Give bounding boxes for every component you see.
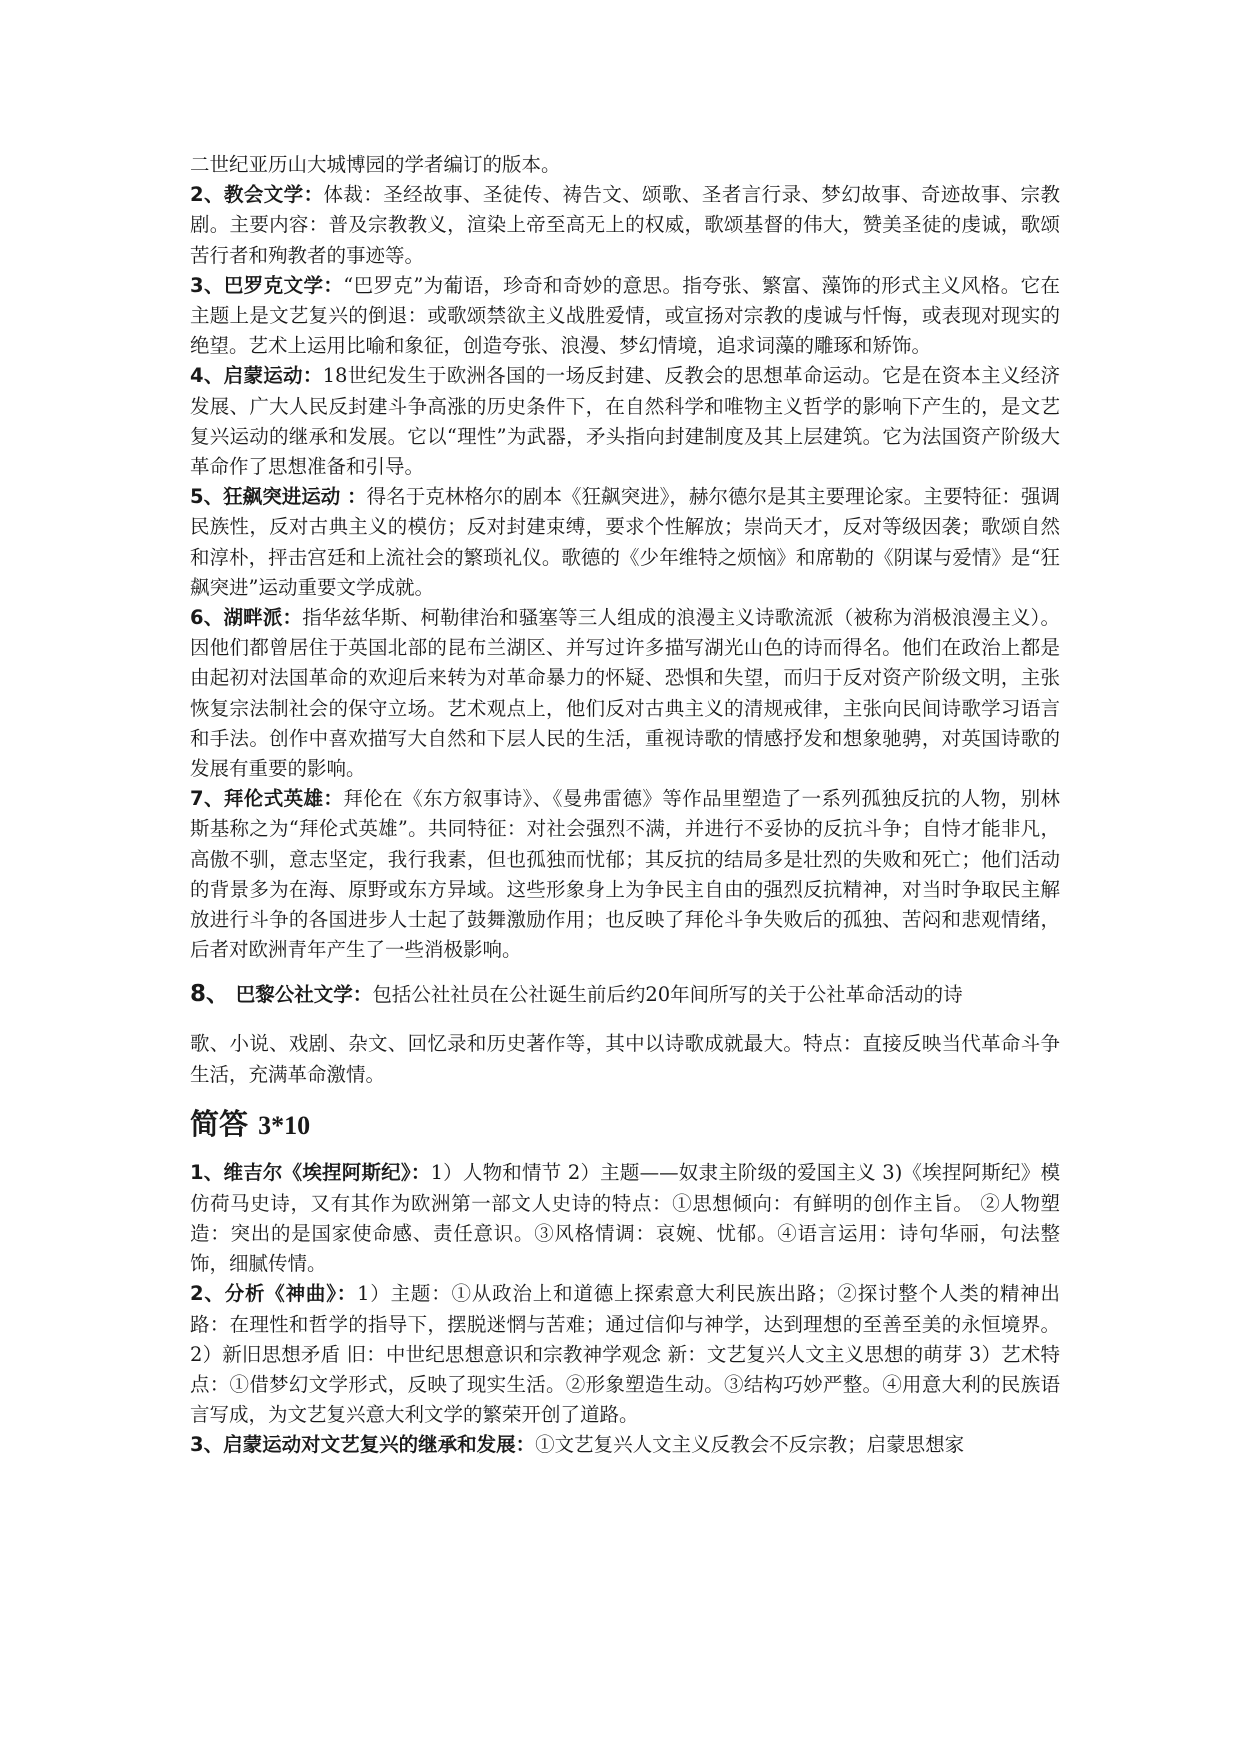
term-number: 4、 bbox=[190, 364, 224, 388]
term-item bbox=[190, 784, 1060, 965]
term-number: 6、 bbox=[190, 606, 224, 630]
answer-title: 分析《神曲》： bbox=[224, 1282, 358, 1306]
answer-number: 3、 bbox=[190, 1433, 224, 1457]
term-body-first-line: 包括公社社员在公社诞生前后约20年间所写的关于公社革命活动的诗 bbox=[372, 983, 963, 1007]
term-body: “巴罗克”为葡语，珍奇和奇妙的意思。指夸张、繁富、藻饰的形式主义风格。它在主题上是文艺复兴的倒退：或歌颂禁欲主义战胜爱情，或宣扬对宗教的虔诚与忏悔，或表现对现实的绝望。艺术上运用比喻和象征，创造夸张、浪漫、梦幻情境，追求词藻的雕琢和矫饰。 bbox=[190, 273, 1060, 358]
term-body: 得名于克林格尔的剧本《狂飙突进》，赫尔德尔是其主要理论家。主要特征：强调民族性，反对古典主义的模仿；反对封建束缚，要求个性解放；崇尚天才，反对等级因袭；歌颂自然和淳朴，抨击宫廷和上流社会的繁琐礼仪。歌德的《少年维特之烦恼》和席勒的《阴谋与爱情》是“狂飙突进”运动重要文学成就。 bbox=[190, 485, 1060, 599]
term-body: 体裁：圣经故事、圣徒传、祷告文、颂歌、圣者言行录、梦幻故事、奇迹故事、宗教剧。主要内容：普及宗教教义，渲染上帝至高无上的权威，歌颂基督的伟大，赞美圣徒的虔诚，歌颂苦行者和殉教者的事迹等。 bbox=[190, 183, 1060, 267]
term-number: 5、 bbox=[190, 485, 224, 509]
term-number: 7、 bbox=[190, 787, 224, 811]
answer-title: 启蒙运动对文艺复兴的继承和发展： bbox=[223, 1433, 536, 1457]
answer-body: 1）主题：①从政治上和道德上探索意大利民族出路；②探讨整个人类的精神出路：在理性和哲学的指导下，摆脱迷惘与苦难；通过信仰与神学，达到理想的至善至美的永恒境界。2）新旧思想矛盾 旧：中世纪思想意识和宗教神学观念 新：文艺复兴人文主义思想的萌芽 3）艺术特点：①借梦幻文学形式，反映了现实生活。②形象塑造生动。③结构巧妙严整。④用意大利的民族语言写成，为文艺复兴意大利文学的繁荣开创了道路。 bbox=[190, 1282, 1060, 1427]
continuation-text: 二世纪亚历山大城博园的学者编订的版本。 bbox=[190, 153, 561, 176]
term-title: 教会文学： bbox=[223, 183, 324, 207]
term-number: 8、 bbox=[190, 981, 230, 1008]
term-number: 2、 bbox=[190, 183, 224, 207]
term-item bbox=[190, 361, 1060, 482]
answer-number: 2、 bbox=[190, 1282, 225, 1306]
term-body: 18世纪发生于欧洲各国的一场反封建、反教会的思想革命运动。它是在资本主义经济发展、广大人民反封建斗争高涨的历史条件下，在自然科学和唯物主义哲学的影响下产生的，是文艺复兴运动的继承和发展。它以“理性”为武器，矛头指向封建制度及其上层建筑。它为法国资产阶级大革命作了思想准备和引导。 bbox=[190, 364, 1060, 479]
answer-body: ①文艺复兴人文主义反教会不反宗教；启蒙思想家 bbox=[535, 1433, 965, 1457]
section-heading bbox=[190, 1106, 1060, 1144]
section-score: 3*10 bbox=[258, 1111, 311, 1141]
answer-item bbox=[190, 1430, 1060, 1460]
term-item bbox=[190, 180, 1060, 271]
term-title: 启蒙运动： bbox=[223, 364, 323, 388]
document-page bbox=[190, 150, 1060, 1461]
answer-item bbox=[190, 1158, 1060, 1279]
section-title: 简答 bbox=[190, 1107, 249, 1142]
term-body-rest: 歌、小说、戏剧、杂文、回忆录和历史著作等，其中以诗歌成就最大。特点：直接反映当代革命斗争生活，充满革命激情。 bbox=[190, 1032, 1060, 1087]
answer-title: 维吉尔《埃捏阿斯纪》： bbox=[223, 1161, 431, 1185]
term-item bbox=[190, 603, 1060, 784]
term-body: 拜伦在《东方叙事诗》、《曼弗雷德》等作品里塑造了一系列孤独反抗的人物，别林斯基称之为“拜伦式英雄”。共同特征：对社会强烈不满，并进行不妥协的反抗斗争；自恃才能非凡，高傲不驯，意志坚定，我行我素，但也孤独而忧郁；其反抗的结局多是壮烈的失败和死亡；他们活动的背景多为在海、原野或东方异域。这些形象身上为争民主自由的强烈反抗精神，对当时争取民主解放进行斗争的各国进步人士起了鼓舞激励作用；也反映了拜伦斗争失败后的孤独、苦闷和悲观情绪，后者对欧洲青年产生了一些消极影响。 bbox=[190, 787, 1060, 962]
term-item bbox=[190, 271, 1060, 362]
term-title: 狂飙突进运动 ： bbox=[223, 485, 367, 509]
term-item bbox=[190, 482, 1060, 603]
answer-number: 1、 bbox=[190, 1161, 224, 1185]
term-first-line bbox=[190, 979, 1060, 1010]
answer-item bbox=[190, 1279, 1060, 1430]
term-title: 拜伦式英雄： bbox=[223, 787, 344, 811]
term-title: 巴罗克文学： bbox=[223, 273, 344, 297]
answer-body: 1）人物和情节 2）主题——奴隶主阶级的爱国主义 3)《埃捏阿斯纪》模仿荷马史诗，又有其作为欧洲第一部文人史诗的特点：①思想倾向：有鲜明的创作主旨。 ②人物塑造：突出的是国家使命感、责任意识。③风格情调：哀婉、忧郁。④语言运用：诗句华丽，句法整饰，细腻传情。 bbox=[190, 1161, 1060, 1276]
term-number: 3、 bbox=[190, 273, 224, 297]
term-title: 湖畔派： bbox=[223, 606, 303, 630]
term-body: 指华兹华斯、柯勒律治和骚塞等三人组成的浪漫主义诗歌流派（被称为消极浪漫主义）。因他们都曾居住于英国北部的昆布兰湖区、并写过许多描写湖光山色的诗而得名。他们在政治上都是由起初对法国革命的欢迎后来转为对革命暴力的怀疑、恐惧和失望，而归于反对资产阶级文明，主张恢复宗法制社会的保守立场。艺术观点上，他们反对古典主义的清规戒律，主张向民间诗歌学习语言和手法。创作中喜欢描写大自然和下层人民的生活，重视诗歌的情感抒发和想象驰骋，对英国诗歌的发展有重要的影响。 bbox=[190, 606, 1060, 781]
term-item-paris-commune bbox=[190, 979, 1060, 1090]
term-title: 巴黎公社文学： bbox=[229, 983, 373, 1007]
